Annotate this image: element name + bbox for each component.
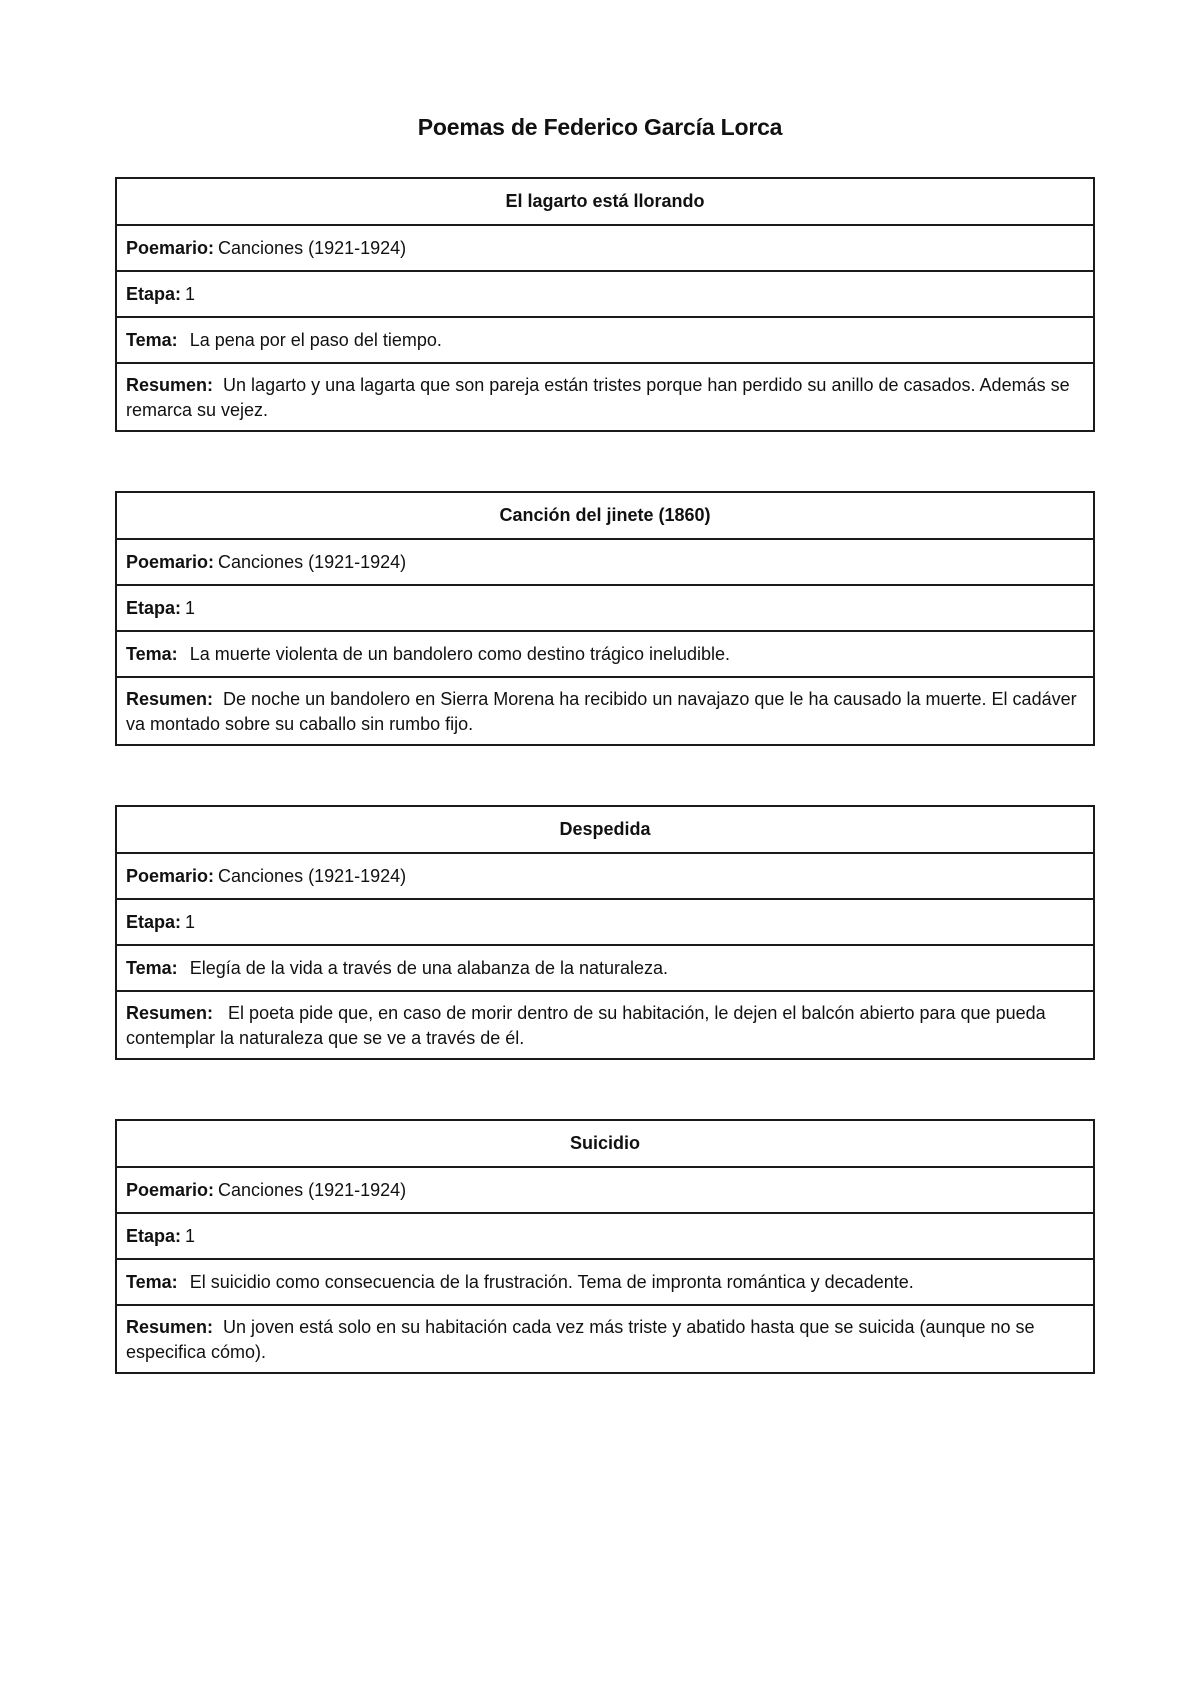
resumen-row — [117, 1304, 1093, 1372]
poemario-label: Poemario: — [126, 551, 215, 572]
resumen-value: Un joven está solo en su habitación cada vez más triste y abatido hasta que se suicida (aunque no se especifica cómo). — [126, 1317, 1035, 1362]
tema-row — [117, 630, 1093, 676]
poem-card — [115, 1119, 1095, 1374]
etapa-value: 1 — [185, 283, 196, 304]
page-title: Poemas de Federico García Lorca — [417, 114, 783, 140]
resumen-label: Resumen: — [126, 375, 214, 395]
poem-card — [115, 491, 1095, 746]
resumen-label: Resumen: — [126, 689, 214, 709]
poemario-row — [117, 224, 1093, 270]
etapa-row — [117, 270, 1093, 316]
poemario-value: Canciones (1921-1924) — [218, 551, 407, 572]
poemario-row — [117, 1166, 1093, 1212]
etapa-row — [117, 584, 1093, 630]
poemario-label: Poemario: — [126, 237, 215, 258]
etapa-label: Etapa: — [126, 597, 182, 618]
tema-label: Tema: — [126, 643, 178, 664]
poemario-label: Poemario: — [126, 865, 215, 886]
poem-title: Despedida — [559, 819, 651, 839]
etapa-label: Etapa: — [126, 1225, 182, 1246]
tema-value: Elegía de la vida a través de una alabanza de la naturaleza. — [189, 957, 669, 978]
tema-row — [117, 944, 1093, 990]
etapa-label: Etapa: — [126, 283, 182, 304]
poemario-value: Canciones (1921-1924) — [218, 1179, 407, 1200]
etapa-value: 1 — [185, 1225, 196, 1246]
poemario-row — [117, 852, 1093, 898]
tema-label: Tema: — [126, 329, 178, 350]
etapa-row — [117, 898, 1093, 944]
poemario-value: Canciones (1921-1924) — [218, 237, 407, 258]
resumen-value: Un lagarto y una lagarta que son pareja están tristes porque han perdido su anillo de casados. Además se remarca su vejez. — [126, 375, 1070, 420]
resumen-value: De noche un bandolero en Sierra Morena ha recibido un navajazo que le ha causado la muerte. El cadáver va montado sobre su caballo sin rumbo fijo. — [126, 689, 1077, 734]
etapa-row — [117, 1212, 1093, 1258]
poem-card — [115, 805, 1095, 1060]
resumen-label: Resumen: — [126, 1003, 214, 1023]
poem-title: El lagarto está llorando — [505, 191, 705, 211]
resumen-row — [117, 990, 1093, 1058]
poemario-label: Poemario: — [126, 1179, 215, 1200]
tema-row — [117, 1258, 1093, 1304]
poemario-value: Canciones (1921-1924) — [218, 865, 407, 886]
etapa-value: 1 — [185, 911, 196, 932]
etapa-label: Etapa: — [126, 911, 182, 932]
resumen-row — [117, 362, 1093, 430]
poem-title: Canción del jinete (1860) — [499, 505, 711, 525]
poem-card — [115, 177, 1095, 432]
tema-label: Tema: — [126, 1271, 178, 1292]
tema-value: La muerte violenta de un bandolero como destino trágico ineludible. — [189, 643, 731, 664]
resumen-row — [117, 676, 1093, 744]
tema-label: Tema: — [126, 957, 178, 978]
tema-value: El suicidio como consecuencia de la frustración. Tema de impronta romántica y decadente. — [189, 1271, 914, 1292]
poem-title: Suicidio — [569, 1133, 640, 1153]
tema-row — [117, 316, 1093, 362]
resumen-value: El poeta pide que, en caso de morir dentro de su habitación, le dejen el balcón abierto para que pueda contemplar la naturaleza que se ve a través de él. — [126, 1003, 1046, 1048]
tema-value: La pena por el paso del tiempo. — [189, 329, 442, 350]
etapa-value: 1 — [185, 597, 196, 618]
poemario-row — [117, 538, 1093, 584]
resumen-label: Resumen: — [126, 1317, 214, 1337]
